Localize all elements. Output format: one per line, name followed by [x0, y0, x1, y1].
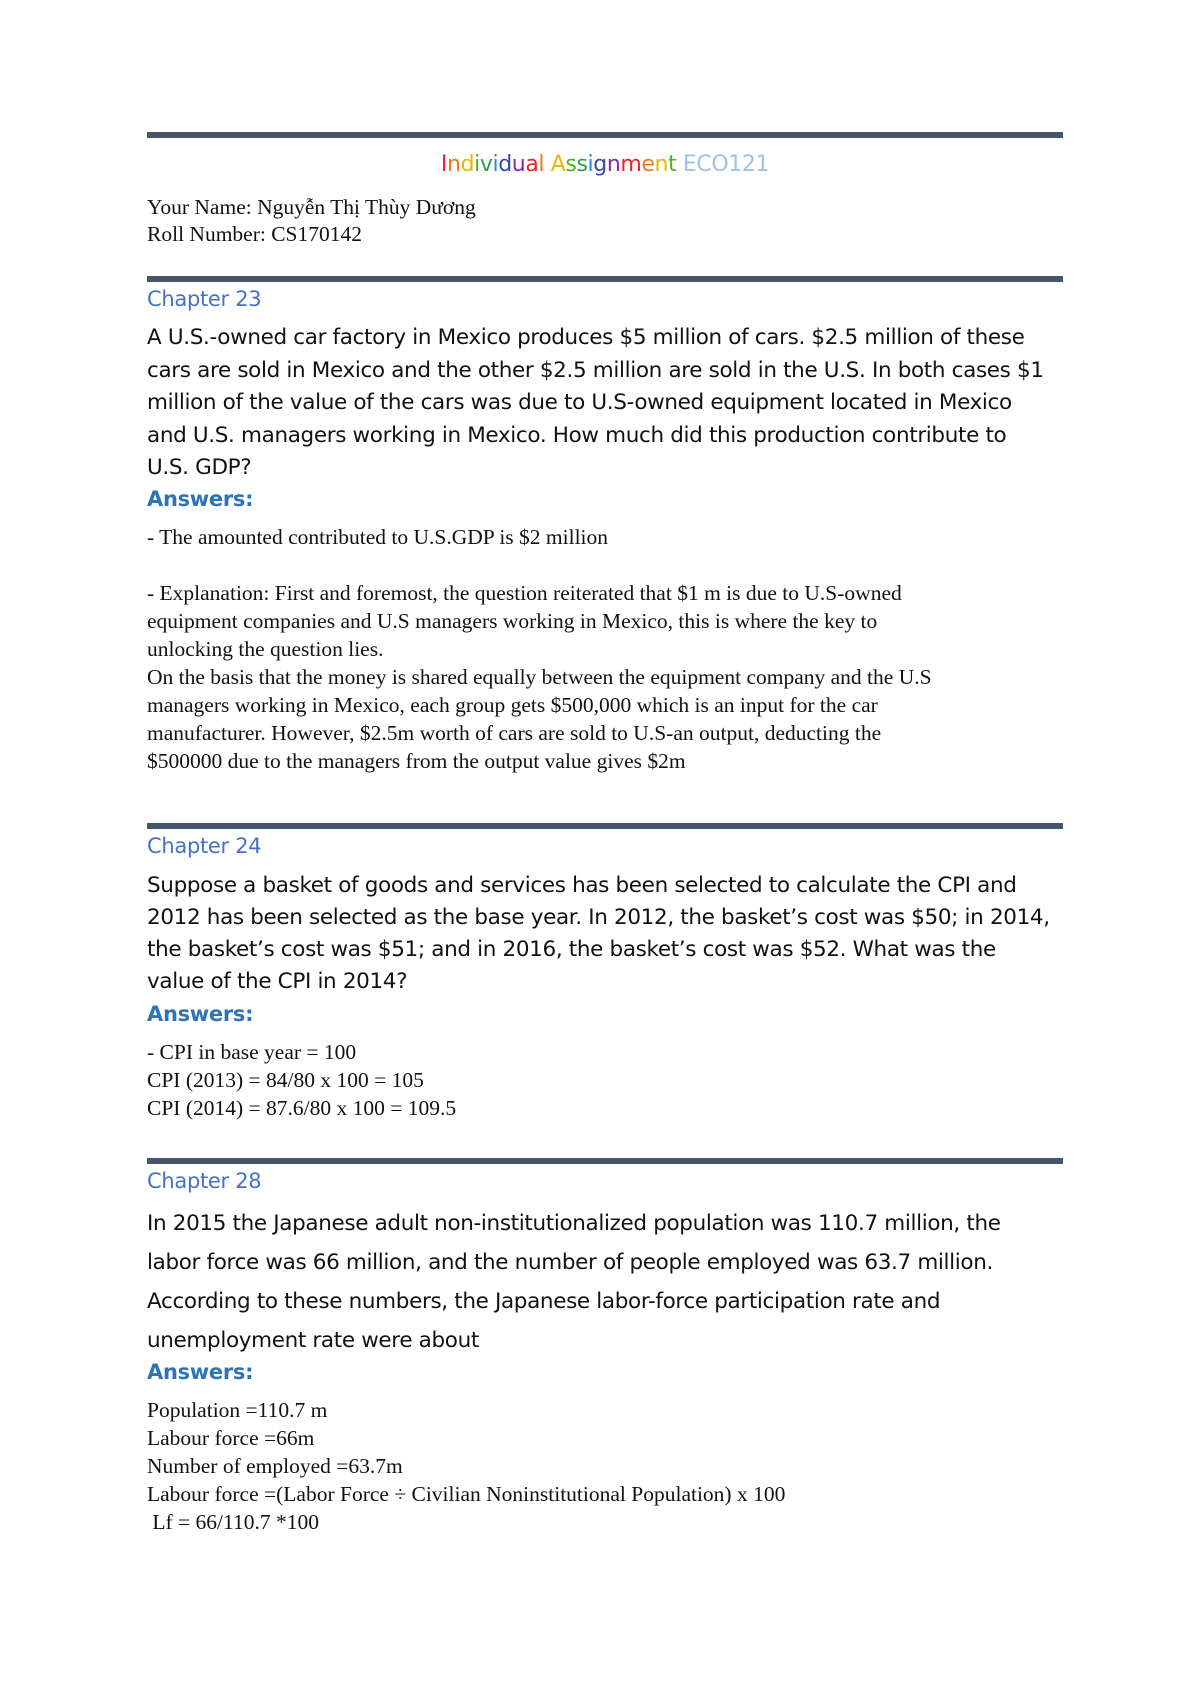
- title-char: d: [460, 152, 475, 177]
- question-line: 2012 has been selected as the base year. In 2012, the basket’s cost was $50; in 2014,: [147, 905, 1050, 930]
- answers-label: Answers:: [147, 487, 254, 511]
- question-line: million of the value of the cars was due to U.S-owned equipment located in Mexico: [147, 390, 1012, 415]
- answers-label: Answers:: [147, 1002, 254, 1026]
- section-divider: [147, 276, 1063, 282]
- answer-text: [147, 1038, 456, 1122]
- section-divider: [147, 1158, 1063, 1164]
- title-char: v: [479, 152, 493, 177]
- question-line: Suppose a basket of goods and services has been selected to calculate the CPI and: [147, 873, 1017, 898]
- answer-text: [147, 1396, 785, 1536]
- title-char: i: [492, 152, 499, 177]
- title-char: e: [641, 152, 655, 177]
- answer-line: manufacturer. However, $2.5m worth of cars are sold to U.S-an output, deducting the: [147, 721, 882, 745]
- title-char: s: [565, 152, 577, 177]
- answer-line: CPI (2014) = 87.6/80 x 100 = 109.5: [147, 1096, 457, 1120]
- question-text: [147, 1204, 1001, 1360]
- answer-line: - CPI in base year = 100: [147, 1040, 357, 1064]
- question-line: cars are sold in Mexico and the other $2.5 million are sold in the U.S. In both cases $1: [147, 357, 1044, 383]
- title-char: n: [654, 152, 669, 177]
- title-char: a: [525, 152, 539, 177]
- answer-line: - The amounted contributed to U.S.GDP is $2 million: [147, 525, 609, 549]
- chapter-heading: Chapter 28: [147, 1169, 262, 1193]
- chapter-heading: Chapter 24: [147, 834, 262, 858]
- title-char: n: [606, 152, 621, 177]
- title-char: s: [576, 152, 588, 177]
- answer-line: - Explanation: First and foremost, the question reiterated that $1 m is due to U.S-owned: [147, 581, 902, 605]
- roll-number: Roll Number: CS170142: [147, 222, 363, 246]
- answer-line: equipment companies and U.S managers working in Mexico, this is where the key to: [147, 609, 878, 633]
- title-char: I: [440, 152, 448, 177]
- title-char: g: [593, 152, 607, 177]
- answer-line: managers working in Mexico, each group gets $500,000 which is an input for the car: [147, 693, 878, 717]
- answer-line: Labour force =(Labor Force ÷ Civilian Noninstitutional Population) x 100: [147, 1482, 786, 1506]
- title-char: l: [538, 152, 551, 177]
- answer-line: $500000 due to the managers from the output value gives $2m: [147, 749, 686, 773]
- answer-line: Labour force =66m: [147, 1426, 315, 1450]
- answers-label: Answers:: [147, 1360, 254, 1384]
- title-char: i: [474, 152, 480, 177]
- answer-line: Number of employed =63.7m: [147, 1454, 403, 1478]
- question-line: unemployment rate were about: [147, 1328, 479, 1353]
- student-name: Your Name: Nguyễn Thị Thùy Dương: [147, 195, 476, 219]
- title-char: t: [668, 152, 677, 177]
- question-text: [147, 870, 1050, 998]
- answer-explanation: [147, 579, 932, 775]
- title-course-code: ECO121: [676, 152, 770, 177]
- answer-line: CPI (2013) = 84/80 x 100 = 105: [147, 1068, 424, 1092]
- answer-line: Lf = 66/110.7 *100: [147, 1510, 319, 1534]
- question-line: and U.S. managers working in Mexico. How much did this production contribute to: [147, 422, 1007, 448]
- title-char: n: [447, 152, 461, 177]
- answer-line: On the basis that the money is shared equally between the equipment company and the U.S: [147, 665, 932, 689]
- answer-line: unlocking the question lies.: [147, 637, 384, 661]
- question-line: U.S. GDP?: [147, 455, 252, 480]
- question-line: the basket’s cost was $51; and in 2016, the basket’s cost was $52. What was the: [147, 937, 996, 962]
- title-char: u: [511, 152, 526, 177]
- title-char: i: [587, 152, 594, 177]
- question-line: According to these numbers, the Japanese labor-force participation rate and: [147, 1289, 941, 1314]
- title-char: A: [550, 152, 566, 177]
- title-char: m: [620, 152, 642, 177]
- answer-text: [147, 523, 608, 551]
- chapter-heading: Chapter 23: [147, 287, 262, 311]
- question-line: value of the CPI in 2014?: [147, 969, 408, 994]
- question-text: [147, 322, 1044, 485]
- page-title: [147, 152, 1063, 177]
- title-char: d: [498, 152, 512, 177]
- question-line: In 2015 the Japanese adult non-institutionalized population was 110.7 million, the: [147, 1211, 1001, 1236]
- question-line: labor force was 66 million, and the number of people employed was 63.7 million.: [147, 1250, 993, 1275]
- answer-line: Population =110.7 m: [147, 1398, 328, 1422]
- question-line: A U.S.-owned car factory in Mexico produces $5 million of cars. $2.5 million of these: [147, 325, 1025, 350]
- top-divider: [147, 132, 1063, 138]
- section-divider: [147, 823, 1063, 829]
